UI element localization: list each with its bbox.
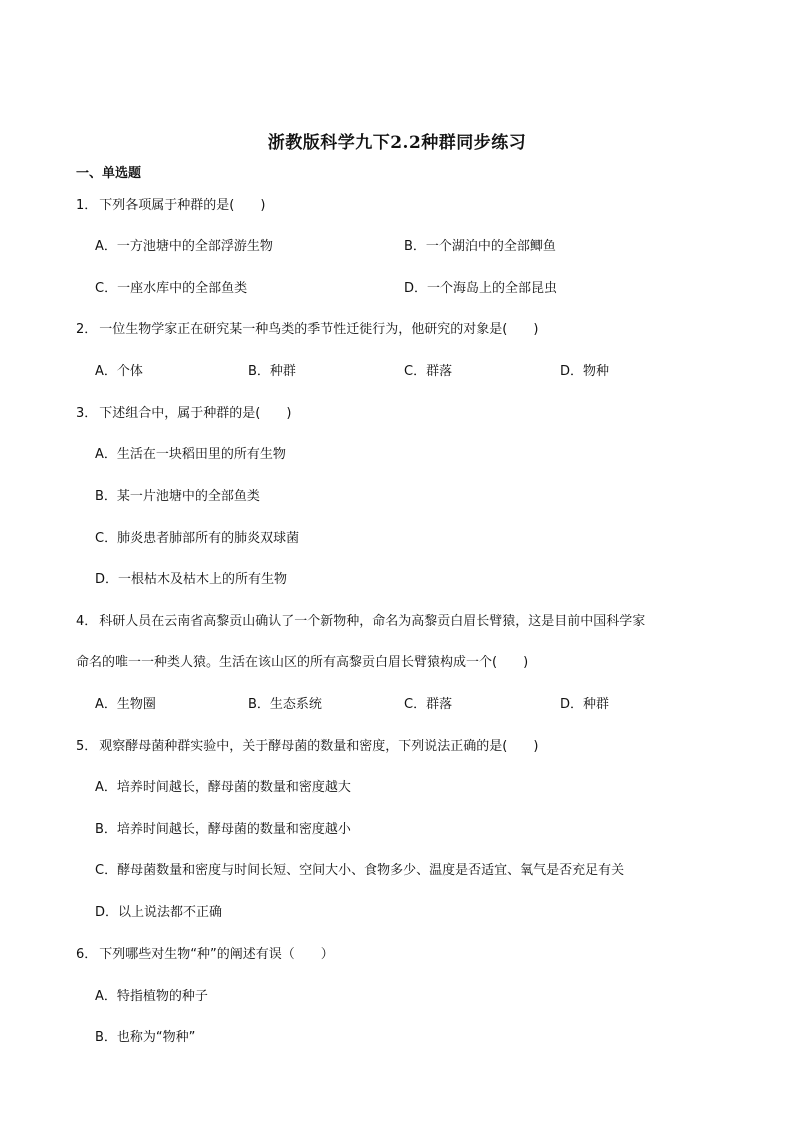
question-4-stem-continued: 命名的唯一一种类人猿。生活在该山区的所有高黎贡白眉长臂猿构成一个( ) [76, 655, 529, 670]
question-5-option-d: D．以上说法都不正确 [95, 905, 223, 920]
question-1-option-c: C．一座水库中的全部鱼类 [95, 281, 248, 296]
question-number: 1． [76, 198, 98, 213]
question-text: 一位生物学家正在研究某一种鸟类的季节性迁徙行为，他研究的对象是( ) [99, 322, 539, 337]
question-2-option-b: B．种群 [248, 364, 296, 379]
question-3-option-c: C．肺炎患者肺部所有的肺炎双球菌 [95, 531, 300, 546]
question-6-option-a: A．特指植物的种子 [95, 989, 208, 1004]
question-4-option-c: C．群落 [404, 697, 453, 712]
question-3-option-b: B．某一片池塘中的全部鱼类 [95, 489, 260, 504]
question-5-option-b: B．培养时间越长，酵母菌的数量和密度越小 [95, 822, 351, 837]
question-2-option-a: A．个体 [95, 364, 143, 379]
question-text: 下述组合中，属于种群的是( ) [99, 406, 292, 421]
question-4-option-d: D．种群 [560, 697, 610, 712]
question-4-option-a: A．生物圈 [95, 697, 156, 712]
question-2-option-c: C．群落 [404, 364, 453, 379]
page-title: 浙教版科学九下2.2种群同步练习 [267, 133, 527, 153]
question-3-option-d: D．一根枯木及枯木上的所有生物 [95, 572, 288, 587]
question-text: 科研人员在云南省高黎贡山确认了一个新物种，命名为高黎贡白眉长臂猿，这是目前中国科学家 [99, 614, 646, 629]
question-text: 下列哪些对生物“种”的阐述有误（ ） [99, 947, 334, 962]
question-4-stem [76, 610, 645, 629]
question-4-option-b: B．生态系统 [248, 697, 322, 712]
question-number: 3． [76, 406, 98, 421]
question-5-option-c: C．酵母菌数量和密度与时间长短、空间大小、食物多少、温度是否适宜、氧气是否充足有关 [95, 863, 625, 878]
question-6-option-b: B．也称为“物种” [95, 1030, 196, 1045]
question-1-option-a: A．一方池塘中的全部浮游生物 [95, 239, 273, 254]
question-number: 2． [76, 322, 98, 337]
question-number: 6． [76, 947, 98, 962]
question-3-option-a: A．生活在一块稻田里的所有生物 [95, 447, 286, 462]
question-1-stem [76, 194, 265, 213]
question-5-option-a: A．培养时间越长，酵母菌的数量和密度越大 [95, 780, 351, 795]
question-number: 4． [76, 614, 98, 629]
question-3-stem [76, 402, 291, 421]
question-text: 观察酵母菌种群实验中，关于酵母菌的数量和密度，下列说法正确的是( ) [99, 739, 539, 754]
section-heading: 一、单选题 [76, 166, 142, 181]
question-1-option-b: B．一个湖泊中的全部鲫鱼 [404, 239, 556, 254]
question-2-option-d: D．物种 [560, 364, 610, 379]
question-5-stem [76, 735, 538, 754]
question-1-option-d: D．一个海岛上的全部昆虫 [404, 281, 558, 296]
question-2-stem [76, 318, 538, 337]
question-number: 5． [76, 739, 98, 754]
question-text: 下列各项属于种群的是( ) [99, 198, 266, 213]
question-6-stem [76, 943, 334, 962]
